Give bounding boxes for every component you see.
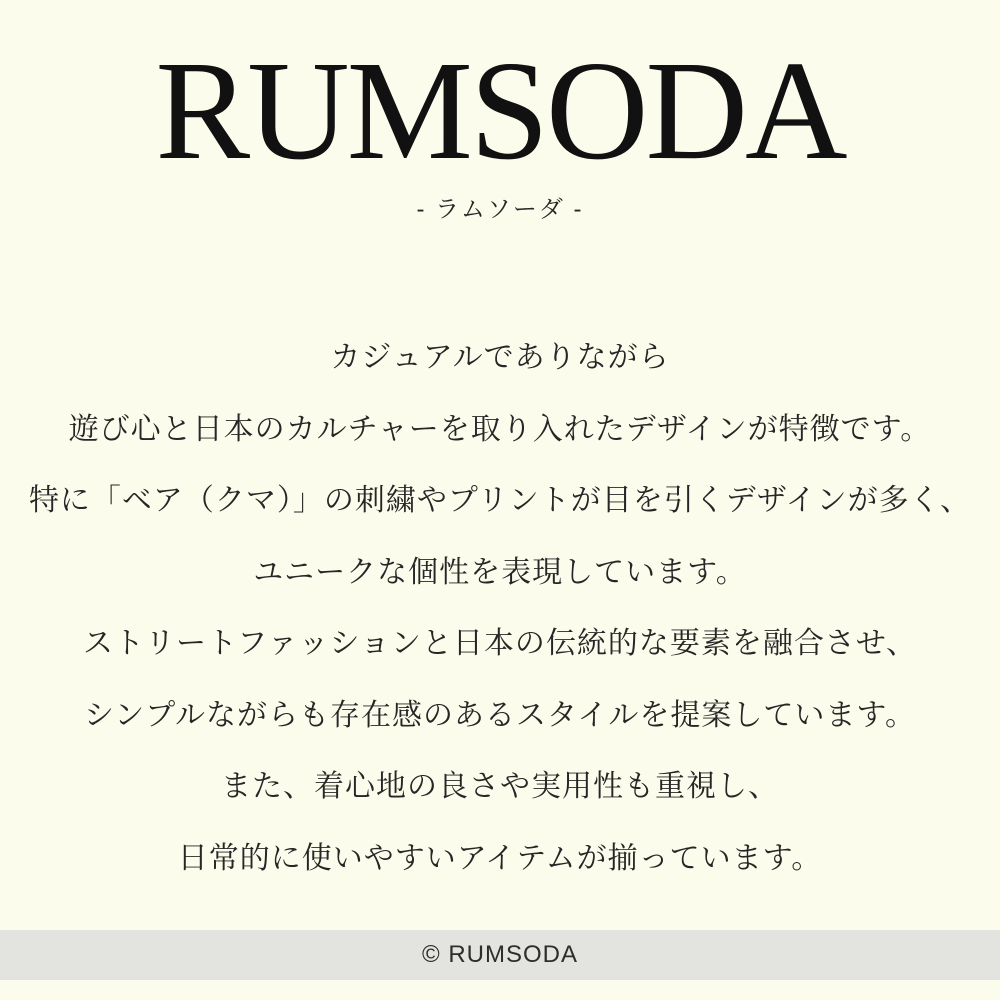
description-line-6: シンプルながらも存在感のあるスタイルを提案しています。 (83, 698, 917, 732)
description-line-3: 特に「ベア（クマ）」の刺繍やプリントが目を引くデザインが多く、 (28, 484, 972, 517)
footer-band (0, 930, 1000, 980)
description-line-2: 遊び心と日本のカルチャーを取り入れたデザインが特徴です。 (68, 412, 932, 446)
description-line-1: カジュアルでありながら (330, 341, 670, 374)
description-line-7: また、着心地の良さや実用性も重視し、 (221, 770, 779, 803)
brand-subtitle: - ラムソーダ - (416, 196, 584, 223)
description-line-4: ユニークな個性を表現しています。 (253, 555, 747, 589)
description-line-5: ストリートファッションと日本の伝統的な要素を融合させ、 (83, 627, 917, 660)
description-line-8: 日常的に使いやすいアイテムが揃っています。 (177, 841, 823, 875)
brand-description (0, 322, 1000, 894)
brand-title: RUMSODA (155, 31, 845, 189)
copyright-text: © RUMSODA (421, 941, 579, 968)
